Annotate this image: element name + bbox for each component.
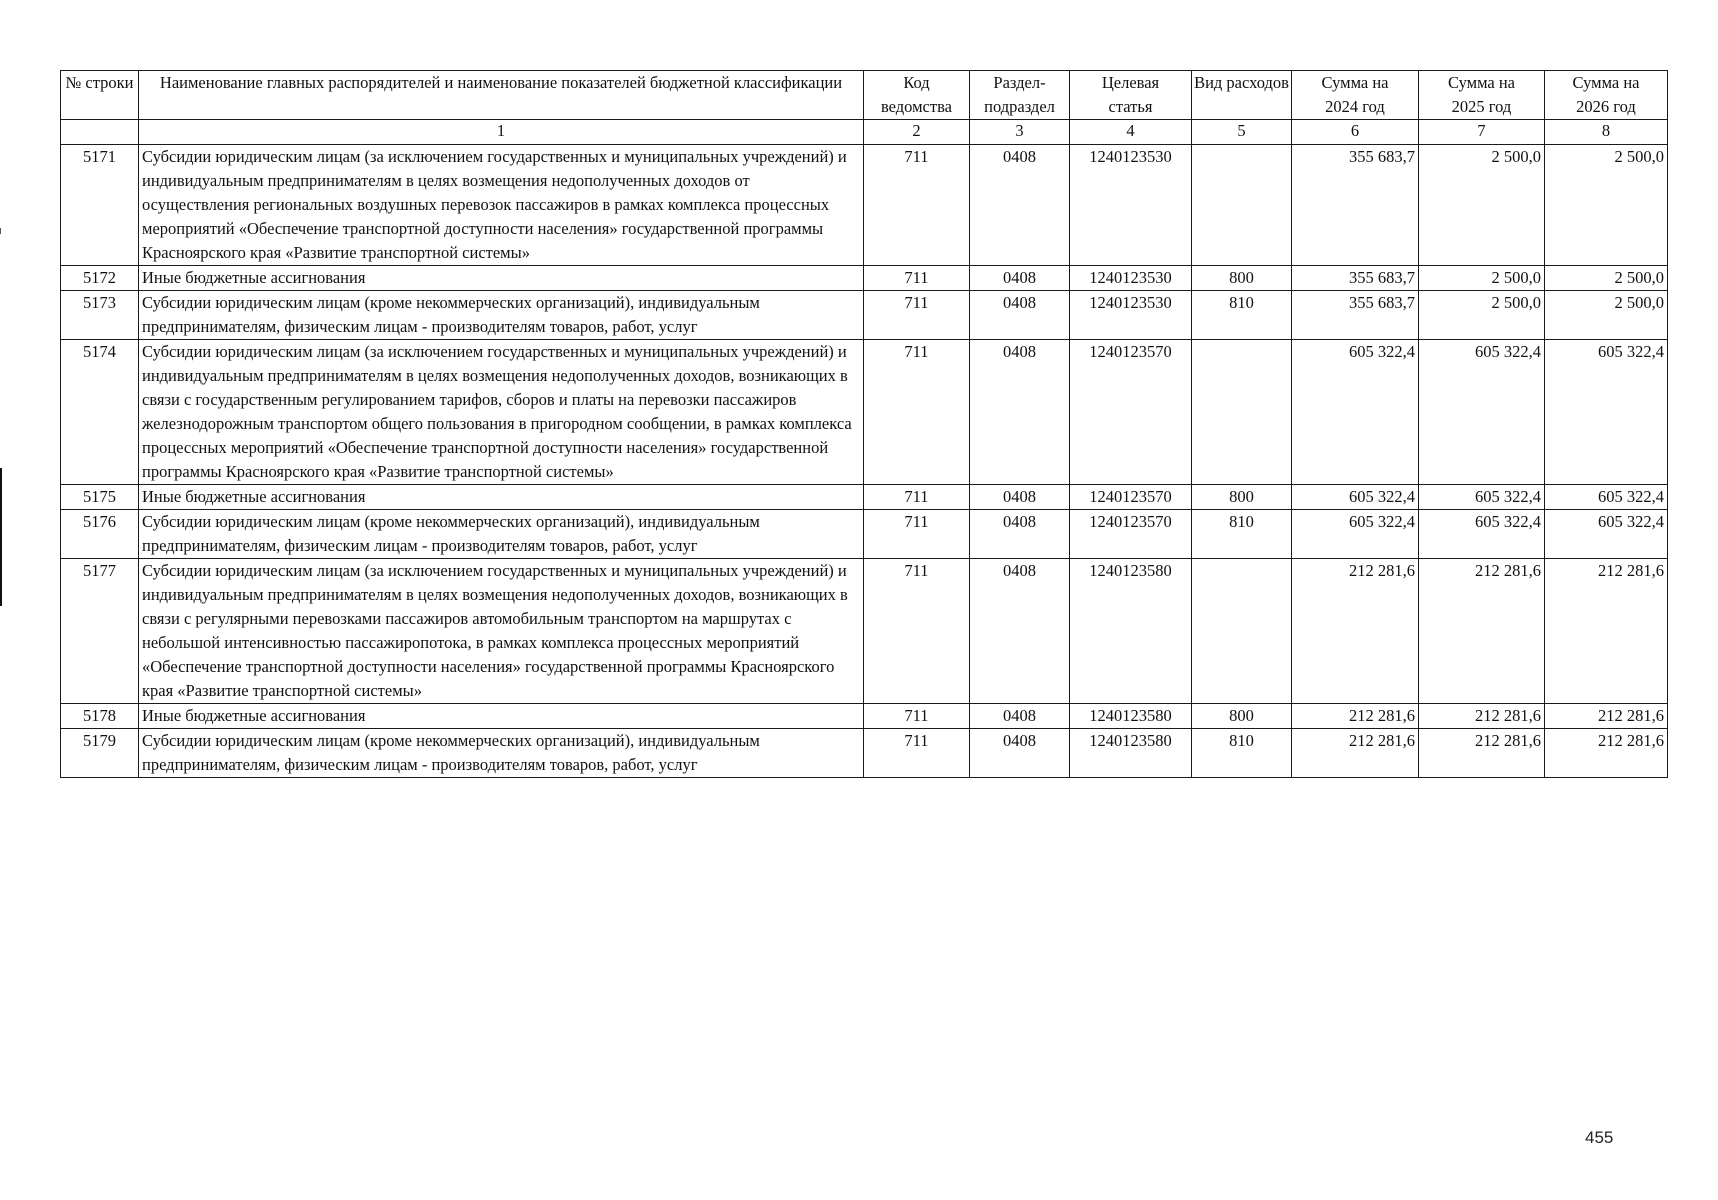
table-row	[61, 145, 1668, 266]
row-expense-type	[1192, 145, 1292, 266]
row-name: Субсидии юридическим лицам (кроме некоммерческих организаций), индивидуальным предпринимателям, физическим лицам - производителям товаров, работ, услуг	[139, 510, 864, 559]
row-sum-2026: 212 281,6	[1545, 559, 1668, 704]
row-section: 0408	[970, 145, 1070, 266]
column-number: 4	[1070, 120, 1192, 145]
table-body	[61, 120, 1668, 778]
row-section: 0408	[970, 291, 1070, 340]
row-dept-code: 711	[864, 340, 970, 485]
row-sum-2025: 2 500,0	[1419, 145, 1545, 266]
row-sum-2026: 605 322,4	[1545, 510, 1668, 559]
row-dept-code: 711	[864, 510, 970, 559]
scan-margin-tick	[0, 228, 1, 234]
budget-table	[60, 70, 1668, 778]
column-number-row	[61, 120, 1668, 145]
column-number: 2	[864, 120, 970, 145]
row-sum-2025: 212 281,6	[1419, 559, 1545, 704]
table-row	[61, 729, 1668, 778]
row-target-item: 1240123580	[1070, 559, 1192, 704]
row-name: Иные бюджетные ассигнования	[139, 266, 864, 291]
row-sum-2025: 605 322,4	[1419, 485, 1545, 510]
page-number: 455	[1585, 1128, 1614, 1147]
row-dept-code: 711	[864, 559, 970, 704]
row-section: 0408	[970, 340, 1070, 485]
row-sum-2026: 2 500,0	[1545, 145, 1668, 266]
row-expense-type: 800	[1192, 266, 1292, 291]
row-expense-type: 800	[1192, 485, 1292, 510]
header-dept-code: Код ведомства	[864, 71, 970, 120]
row-target-item: 1240123580	[1070, 704, 1192, 729]
row-dept-code: 711	[864, 704, 970, 729]
row-sum-2026: 605 322,4	[1545, 340, 1668, 485]
row-expense-type	[1192, 559, 1292, 704]
row-sum-2024: 605 322,4	[1292, 485, 1419, 510]
row-sum-2025: 605 322,4	[1419, 510, 1545, 559]
table-row	[61, 485, 1668, 510]
header-sum-2025: Сумма на 2025 год	[1419, 71, 1545, 120]
row-number: 5176	[61, 510, 139, 559]
row-expense-type	[1192, 340, 1292, 485]
table-row	[61, 266, 1668, 291]
row-section: 0408	[970, 266, 1070, 291]
column-number	[61, 120, 139, 145]
row-name: Субсидии юридическим лицам (за исключением государственных и муниципальных учреждений) и индивидуальным предпринимателям в целях возмещения недополученных доходов от осуществления региональных воздушных перевозок пассажиров в рамках комплекса процессных мероприятий «Обеспечение транспортной доступности населения» государственной программы Красноярского края «Развитие транспортной системы»	[139, 145, 864, 266]
column-number: 6	[1292, 120, 1419, 145]
row-number: 5174	[61, 340, 139, 485]
row-sum-2025: 605 322,4	[1419, 340, 1545, 485]
row-number: 5175	[61, 485, 139, 510]
row-target-item: 1240123570	[1070, 510, 1192, 559]
row-name: Субсидии юридическим лицам (за исключением государственных и муниципальных учреждений) и индивидуальным предпринимателям в целях возмещения недополученных доходов, возникающих в связи с государственным регулированием тарифов, сборов и платы на перевозки пассажиров железнодорожным транспортом общего пользования в пригородном сообщении, в рамках комплекса процессных мероприятий «Обеспечение транспортной доступности населения» государственной программы Красноярского края «Развитие транспортной системы»	[139, 340, 864, 485]
scan-margin-mark	[0, 468, 2, 606]
row-sum-2026: 212 281,6	[1545, 729, 1668, 778]
header-sum-2026: Сумма на 2026 год	[1545, 71, 1668, 120]
row-sum-2026: 605 322,4	[1545, 485, 1668, 510]
row-dept-code: 711	[864, 485, 970, 510]
row-sum-2025: 2 500,0	[1419, 266, 1545, 291]
column-number: 3	[970, 120, 1070, 145]
row-expense-type: 810	[1192, 291, 1292, 340]
row-sum-2024: 212 281,6	[1292, 729, 1419, 778]
row-name: Субсидии юридическим лицам (за исключением государственных и муниципальных учреждений) и индивидуальным предпринимателям в целях возмещения недополученных доходов, возникающих в связи с регулярными перевозками пассажиров автомобильным транспортом на маршрутах с небольшой интенсивностью пассажиропотока, в рамках комплекса процессных мероприятий «Обеспечение транспортной доступности населения» государственной программы Красноярского края «Развитие транспортной системы»	[139, 559, 864, 704]
row-sum-2025: 212 281,6	[1419, 729, 1545, 778]
row-number: 5178	[61, 704, 139, 729]
row-dept-code: 711	[864, 291, 970, 340]
row-sum-2024: 355 683,7	[1292, 145, 1419, 266]
row-section: 0408	[970, 729, 1070, 778]
row-target-item: 1240123530	[1070, 291, 1192, 340]
table-header	[61, 71, 1668, 120]
row-sum-2024: 605 322,4	[1292, 510, 1419, 559]
header-row	[61, 71, 1668, 120]
row-name: Субсидии юридическим лицам (кроме некоммерческих организаций), индивидуальным предпринимателям, физическим лицам - производителям товаров, работ, услуг	[139, 291, 864, 340]
header-row-no: № строки	[61, 71, 139, 120]
row-target-item: 1240123530	[1070, 266, 1192, 291]
column-number: 1	[139, 120, 864, 145]
row-expense-type: 800	[1192, 704, 1292, 729]
row-name: Иные бюджетные ассигнования	[139, 704, 864, 729]
row-expense-type: 810	[1192, 729, 1292, 778]
table-row	[61, 510, 1668, 559]
header-name: Наименование главных распорядителей и наименование показателей бюджетной классификации	[139, 71, 864, 120]
row-target-item: 1240123570	[1070, 485, 1192, 510]
table-row	[61, 559, 1668, 704]
table-row	[61, 704, 1668, 729]
row-target-item: 1240123570	[1070, 340, 1192, 485]
row-sum-2024: 355 683,7	[1292, 291, 1419, 340]
row-dept-code: 711	[864, 266, 970, 291]
row-dept-code: 711	[864, 145, 970, 266]
header-target-item: Целевая статья	[1070, 71, 1192, 120]
row-name: Субсидии юридическим лицам (кроме некоммерческих организаций), индивидуальным предпринимателям, физическим лицам - производителям товаров, работ, услуг	[139, 729, 864, 778]
row-sum-2024: 605 322,4	[1292, 340, 1419, 485]
row-name: Иные бюджетные ассигнования	[139, 485, 864, 510]
row-section: 0408	[970, 485, 1070, 510]
row-sum-2025: 2 500,0	[1419, 291, 1545, 340]
row-section: 0408	[970, 510, 1070, 559]
row-sum-2025: 212 281,6	[1419, 704, 1545, 729]
row-sum-2026: 2 500,0	[1545, 291, 1668, 340]
row-number: 5172	[61, 266, 139, 291]
row-number: 5171	[61, 145, 139, 266]
row-target-item: 1240123580	[1070, 729, 1192, 778]
header-sum-2024: Сумма на 2024 год	[1292, 71, 1419, 120]
row-sum-2026: 212 281,6	[1545, 704, 1668, 729]
table-row	[61, 291, 1668, 340]
row-section: 0408	[970, 704, 1070, 729]
column-number: 8	[1545, 120, 1668, 145]
row-sum-2024: 355 683,7	[1292, 266, 1419, 291]
row-sum-2026: 2 500,0	[1545, 266, 1668, 291]
column-number: 7	[1419, 120, 1545, 145]
table-row	[61, 340, 1668, 485]
row-target-item: 1240123530	[1070, 145, 1192, 266]
row-sum-2024: 212 281,6	[1292, 704, 1419, 729]
row-expense-type: 810	[1192, 510, 1292, 559]
header-section: Раздел-подраздел	[970, 71, 1070, 120]
row-number: 5179	[61, 729, 139, 778]
row-sum-2024: 212 281,6	[1292, 559, 1419, 704]
row-number: 5177	[61, 559, 139, 704]
row-dept-code: 711	[864, 729, 970, 778]
header-expense-type: Вид расходов	[1192, 71, 1292, 120]
column-number: 5	[1192, 120, 1292, 145]
row-section: 0408	[970, 559, 1070, 704]
row-number: 5173	[61, 291, 139, 340]
